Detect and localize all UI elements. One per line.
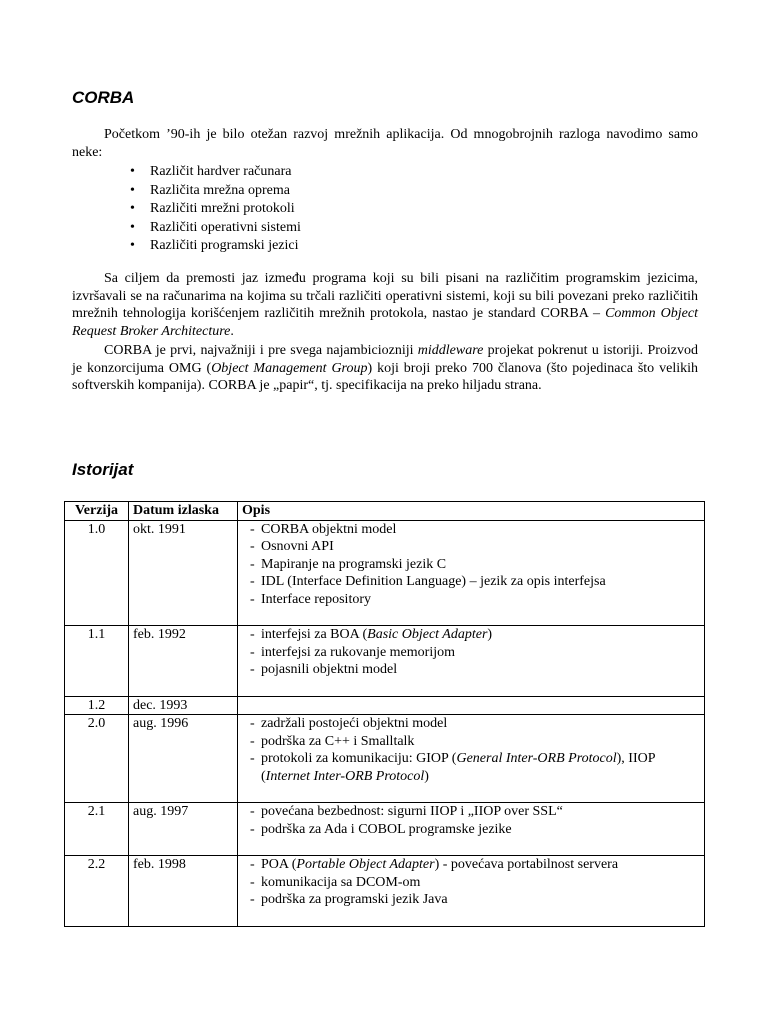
cell-date: feb. 1998 bbox=[129, 856, 238, 927]
paragraph-text: projekat pokrenut u istoriji. Proizvod je konzorcijuma OMG ( bbox=[72, 343, 699, 376]
cell-description bbox=[238, 626, 705, 697]
description-line: - pojasnili objektni model bbox=[250, 661, 700, 679]
paragraph-standard bbox=[72, 270, 698, 340]
header-description: Opis bbox=[238, 502, 705, 521]
header-date: Datum izlaska bbox=[129, 502, 238, 521]
table-body bbox=[65, 520, 705, 926]
description-line: - interfejsi za rukovanje memorijom bbox=[250, 644, 700, 662]
header-version: Verzija bbox=[65, 502, 129, 521]
table-row bbox=[65, 856, 705, 927]
cell-version: 1.2 bbox=[65, 696, 129, 715]
intro-paragraph: Početkom ’90-ih je bilo otežan razvoj mrežnih aplikacija. Od mnogobrojnih razloga navodimo samo neke: bbox=[72, 127, 698, 160]
description-line: - povećana bezbednost: sigurni IIOP i „IIOP over SSL“ bbox=[250, 803, 700, 821]
description-line: - IDL (Interface Definition Language) – jezik za opis interfejsa bbox=[250, 573, 700, 591]
description-line: - Mapiranje na programski jezik C bbox=[250, 556, 700, 574]
section-title-istorijat: Istorijat bbox=[72, 460, 134, 479]
paragraph-italic-text: middleware bbox=[417, 343, 484, 358]
cell-description bbox=[238, 696, 705, 715]
cell-date: aug. 1997 bbox=[129, 803, 238, 856]
cell-description bbox=[238, 803, 705, 856]
cell-version: 1.0 bbox=[65, 520, 129, 626]
description-line: - podrška za Ada i COBOL programske jezike bbox=[250, 821, 700, 839]
description-line: - komunikacija sa DCOM-om bbox=[250, 874, 700, 892]
cell-description bbox=[238, 715, 705, 803]
list-item: • Različiti programski jezici bbox=[130, 237, 301, 256]
description-line: - POA (Portable Object Adapter) - povećava portabilnost servera bbox=[250, 856, 700, 874]
table-row bbox=[65, 696, 705, 715]
description-line: - Osnovni API bbox=[250, 538, 700, 556]
table-row bbox=[65, 626, 705, 697]
paragraph-middleware bbox=[72, 342, 698, 395]
cell-date: feb. 1992 bbox=[129, 626, 238, 697]
section-title-corba: CORBA bbox=[72, 88, 135, 107]
description-line: - interfejsi za BOA (Basic Object Adapter) bbox=[250, 626, 700, 644]
description-line: - CORBA objektni model bbox=[250, 521, 700, 539]
table-header-row bbox=[65, 502, 705, 521]
paragraph-italic-text: Common Object Request Broker Architecture bbox=[72, 306, 698, 339]
description-line: - zadržali postojeći objektni model bbox=[250, 715, 700, 733]
list-item: • Različiti operativni sistemi bbox=[130, 219, 301, 238]
cell-version: 2.1 bbox=[65, 803, 129, 856]
paragraph-text: . bbox=[230, 323, 234, 339]
paragraph-text: CORBA je prvi, najvažniji i pre svega najambiciozniji bbox=[104, 343, 414, 358]
cell-version: 1.1 bbox=[65, 626, 129, 697]
cell-date: okt. 1991 bbox=[129, 520, 238, 626]
list-item: • Različiti mrežni protokoli bbox=[130, 200, 301, 219]
description-line: - Interface repository bbox=[250, 591, 700, 609]
list-item: • Različit hardver računara bbox=[130, 163, 301, 182]
description-line: - podrška za programski jezik Java bbox=[250, 891, 700, 909]
cell-description bbox=[238, 520, 705, 626]
description-line: - podrška za C++ i Smalltalk bbox=[250, 733, 700, 751]
table-row bbox=[65, 520, 705, 626]
cell-date: dec. 1993 bbox=[129, 696, 238, 715]
cell-description bbox=[238, 856, 705, 927]
cell-date: aug. 1996 bbox=[129, 715, 238, 803]
reasons-list bbox=[130, 163, 301, 256]
table-row bbox=[65, 715, 705, 803]
cell-version: 2.0 bbox=[65, 715, 129, 803]
description-line: - protokoli za komunikaciju: GIOP (General Inter-ORB Protocol), IIOP (Internet Inter-ORB Protocol) bbox=[250, 750, 700, 785]
paragraph-italic-text: Object Management Group bbox=[211, 360, 368, 376]
history-table bbox=[64, 501, 705, 927]
paragraph-text: ) koji broji preko 700 članova (što pojedinaca što velikih softverskih kompanija). CORBA je „papir“, tj. specifikacija na preko hiljadu strana. bbox=[72, 360, 698, 393]
paragraph-text: Sa ciljem da premosti jaz između programa koji su bili pisani na različitim programskim jezicima, izvršavali se na računarima na kojima su trčali različiti operativni sistemi, koji su bili povezani preko različitih mrežnih tehnologija korišćenjem različitih mrežnih protokola, nastao je standard CORBA – bbox=[72, 271, 698, 321]
table-row bbox=[65, 803, 705, 856]
cell-version: 2.2 bbox=[65, 856, 129, 927]
list-item: • Različita mrežna oprema bbox=[130, 182, 301, 201]
